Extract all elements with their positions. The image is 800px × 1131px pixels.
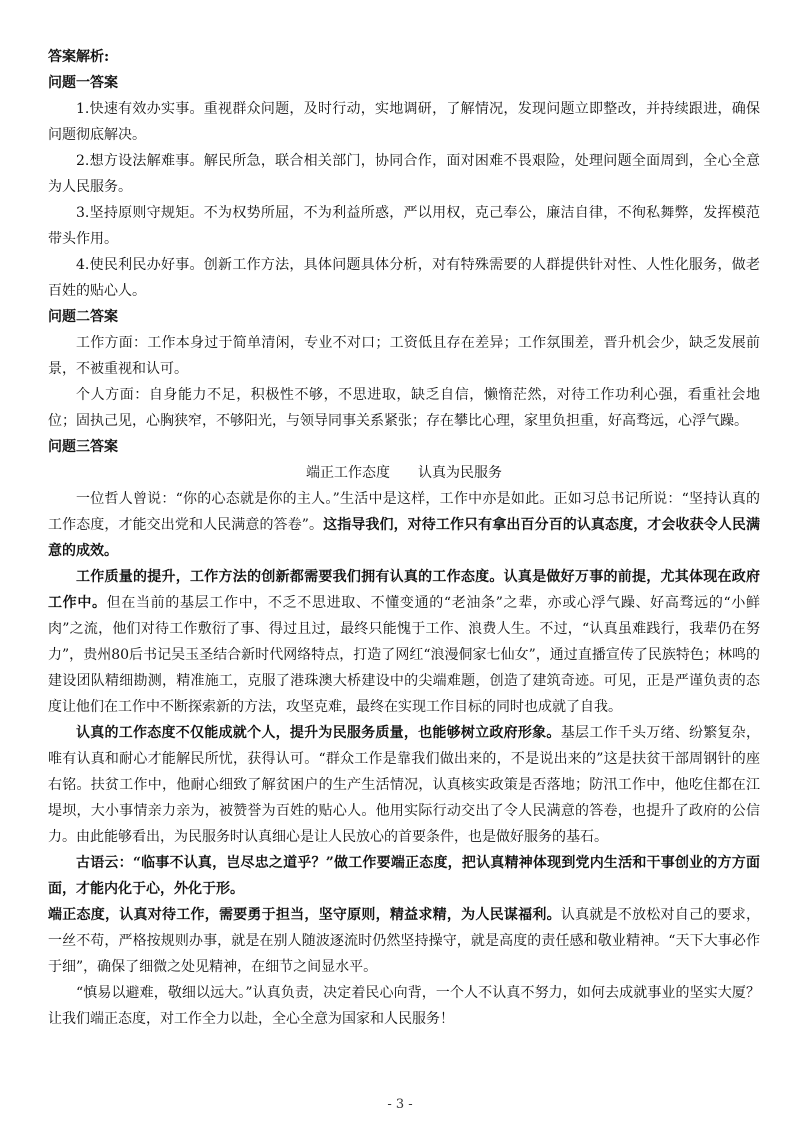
q1-item-2: 2.想方设法解难事。解民所急，联合相关部门，协同合作，面对困难不畏艰险，处理问题全面周到，全心全意为人民服务。 [48, 153, 760, 195]
essay-p3-text: 基层工作千头万绪、纷繁复杂，唯有认真和耐心才能解民所忧，获得认可。“群众工作是靠我们做出来的，不是说出来的”这是扶贫干部周钢针的座右铭。扶贫工作中，他耐心细致了解贫困户的生产生活情况，认真核实政策是否落地；防汛工作中，他吃住都在江堤坝，大小事情亲力亲为，被赞誉为百姓的贴心人。他用实际行动交出了令人民满意的答卷，也提升了政府的公信力。由此能够看出，为民服务时认真细心是让人民放心的首要条件，也是做好服务的基石。 [48, 725, 761, 845]
essay-p2-text: 但在当前的基层工作中，不乏不思进取、不懂变通的“老油条”之辈，亦或心浮气躁、好高骛远的“小鲜肉”之流，他们对待工作敷衍了事、得过且过，最终只能愧于工作、浪费人生。不过，“认真虽难践行，我辈仍在努力”，贵州80后书记吴玉圣结合新时代网络特点，打造了网红“浪漫侗家七仙女”，通过直播宣传了民族特色；林鸣的建设团队精细勘测，精准施工，克服了港珠澳大桥建设中的尖端难题，创造了建筑奇迹。可见，正是严谨负责的态度让他们在工作中不断探索新的方法，攻坚克难，最终在实现工作目标的同时也成就了自我。 [48, 595, 760, 715]
essay-title-right: 认真为民服务 [418, 465, 502, 481]
q1-item-3: 3.坚持原则守规矩。不为权势所屈，不为利益所惑，严以用权，克己奉公，廉洁自律，不徇私舞弊，发挥模范带头作用。 [48, 205, 760, 247]
essay-paragraph-1 [48, 486, 760, 564]
essay-p3-bold: 认真的工作态度不仅能成就个人，提升为民服务质量，也能够树立政府形象。 [76, 725, 561, 741]
q1-item-4: 4.使民利民办好事。创新工作方法，具体问题具体分析，对有特殊需要的人群提供针对性、人性化服务，做老百姓的贴心人。 [48, 257, 760, 299]
essay-p4-bold: 古语云：“临事不认真，岂尽忠之道乎？”做工作要端正态度，把认真精神体现到党内生活和干事创业的方方面面，才能内化于心，外化于形。 [48, 855, 760, 897]
essay-p2-bold: 工作质量的提升，工作方法的创新都需要我们拥有认真的工作态度。认真是做好万事的前提，尤其体现在政府工作中。 [48, 569, 760, 611]
essay-paragraph-6 [48, 980, 760, 1032]
essay-p5-text: 认真就是不放松对自己的要求，一丝不苟，严格按规则办事，就是在别人随波逐流时仍然坚持操守，就是高度的责任感和敬业精神。“天下大事必作于细”，确保了细微之处见精神，在细节之间显水平。 [48, 907, 761, 975]
document-page [48, 44, 760, 1032]
page-number: - 3 - [387, 1097, 413, 1112]
question-one-heading: 问题一答案 [48, 75, 118, 91]
q1-item-1: 1.快速有效办实事。重视群众问题，及时行动，实地调研，了解情况，发现问题立即整改，并持续跟进，确保问题彻底解决。 [48, 101, 760, 143]
essay-p5-bold: 端正态度，认真对待工作，需要勇于担当，坚守原则，精益求精，为人民谋福利。 [48, 907, 561, 923]
question-two-heading: 问题二答案 [48, 309, 118, 325]
essay-title [48, 460, 760, 486]
essay-title-left: 端正工作态度 [306, 465, 390, 481]
essay-p6-text: “慎易以避难，敬细以远大。”认真负责，决定着民心向背，一个人不认真不努力，如何去成就事业的坚实大厦？让我们端正态度，对工作全力以赴，全心全意为国家和人民服务！ [48, 985, 760, 1027]
q2-personal-aspect: 个人方面：自身能力不足，积极性不够，不思进取，缺乏自信，懒惰茫然，对待工作功利心强，看重社会地位；固执己见，心胸狭窄，不够阳光，与领导同事关系紧张；存在攀比心理，家里负担重，好高骛远，心浮气躁。 [48, 387, 760, 429]
essay-p1-text: 一位哲人曾说：“你的心态就是你的主人。”生活中是这样，工作中亦是如此。正如习总书记所说：“坚持认真的工作态度，才能交出党和人民满意的答卷”。 [48, 491, 760, 533]
q2-work-aspect: 工作方面：工作本身过于简单清闲，专业不对口；工资低且存在差异；工作氛围差，晋升机会少，缺乏发展前景，不被重视和认可。 [48, 335, 760, 377]
essay-p1-bold: 这指导我们，对待工作只有拿出百分百的认真态度，才会收获令人民满意的成效。 [48, 517, 760, 559]
essay-paragraph-2 [48, 564, 760, 720]
essay-paragraph-3 [48, 720, 760, 850]
question-three-heading: 问题三答案 [48, 439, 118, 455]
essay-paragraph-4 [48, 850, 760, 902]
essay-paragraph-5 [48, 902, 760, 980]
answer-analysis-heading: 答案解析: [48, 49, 110, 65]
